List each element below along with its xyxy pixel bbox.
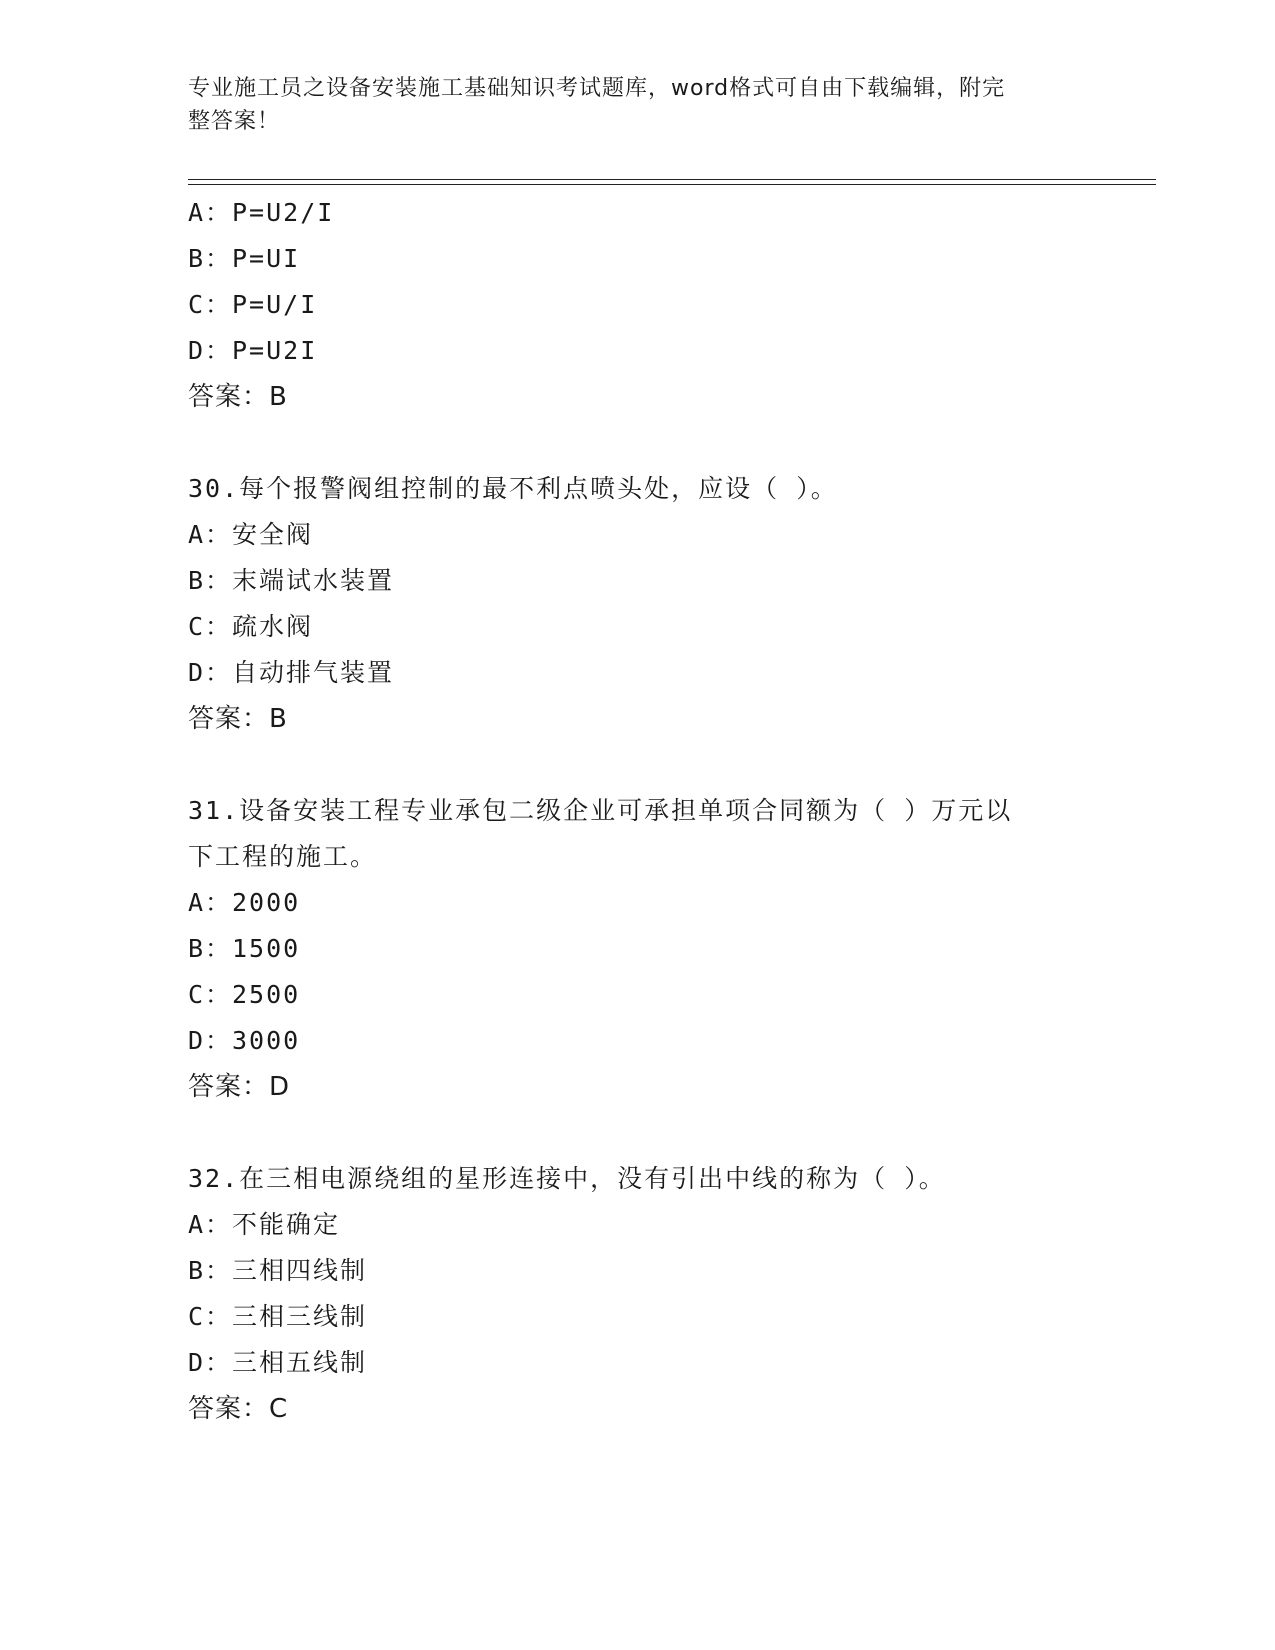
option-text: P=UI <box>232 244 301 273</box>
option-key: D： <box>188 1348 233 1377</box>
option-text: P=U2I <box>232 336 318 365</box>
option-key: D： <box>188 336 233 365</box>
question-block-29 <box>188 190 1088 420</box>
question-list <box>188 190 1088 1432</box>
question-block-32 <box>188 1156 1088 1432</box>
option-key: A： <box>188 888 233 917</box>
option-a <box>188 880 1088 926</box>
option-key: A： <box>188 520 233 549</box>
option-d <box>188 650 1088 696</box>
option-text: 不能确定 <box>232 1210 341 1239</box>
option-a <box>188 190 1088 236</box>
option-key: D： <box>188 1026 233 1055</box>
option-key: B： <box>188 566 233 595</box>
option-key: B： <box>188 1256 233 1285</box>
answer-line: 答案：B <box>188 382 288 412</box>
answer-line: 答案：C <box>188 1394 289 1424</box>
question-text-line-1: 31.设备安装工程专业承包二级企业可承担单项合同额为（ ）万元以 <box>188 796 1013 825</box>
question-block-30 <box>188 466 1088 742</box>
option-text: 三相三线制 <box>232 1302 368 1331</box>
question-block-31 <box>188 788 1088 1110</box>
option-b <box>188 236 1088 282</box>
option-key: C： <box>188 612 233 641</box>
document-header <box>188 72 1068 138</box>
header-line-1: 专业施工员之设备安装施工基础知识考试题库，word格式可自由下载编辑，附完 <box>188 76 1006 101</box>
option-c <box>188 604 1088 650</box>
option-text: 三相五线制 <box>232 1348 368 1377</box>
option-a <box>188 512 1088 558</box>
option-a <box>188 1202 1088 1248</box>
option-key: C： <box>188 1302 233 1331</box>
option-d <box>188 1340 1088 1386</box>
option-b <box>188 1248 1088 1294</box>
option-key: A： <box>188 198 233 227</box>
option-text: 2500 <box>232 980 301 1009</box>
header-divider-bottom <box>188 184 1156 185</box>
option-key: B： <box>188 934 233 963</box>
answer-line: 答案：B <box>188 704 288 734</box>
option-key: D： <box>188 658 233 687</box>
option-text: P=U2/I <box>232 198 335 227</box>
question-text: 32.在三相电源绕组的星形连接中，没有引出中线的称为（ ）。 <box>188 1164 946 1193</box>
question-text: 30.每个报警阀组控制的最不利点喷头处，应设（ ）。 <box>188 474 838 503</box>
option-key: B： <box>188 244 233 273</box>
option-text: 3000 <box>232 1026 301 1055</box>
option-text: 疏水阀 <box>232 612 314 641</box>
option-text: 1500 <box>232 934 301 963</box>
header-line-2: 整答案！ <box>188 109 281 134</box>
question-text-line-2: 下工程的施工。 <box>188 842 378 871</box>
option-d <box>188 328 1088 374</box>
option-d <box>188 1018 1088 1064</box>
option-key: C： <box>188 980 233 1009</box>
option-b <box>188 558 1088 604</box>
option-b <box>188 926 1088 972</box>
header-divider-top <box>188 179 1156 180</box>
option-text: 三相四线制 <box>232 1256 368 1285</box>
option-text: 末端试水装置 <box>232 566 395 595</box>
option-text: 安全阀 <box>232 520 314 549</box>
option-text: 自动排气装置 <box>232 658 395 687</box>
option-key: A： <box>188 1210 233 1239</box>
option-c <box>188 282 1088 328</box>
answer-line: 答案：D <box>188 1072 291 1102</box>
option-key: C： <box>188 290 233 319</box>
option-c <box>188 972 1088 1018</box>
option-text: 2000 <box>232 888 301 917</box>
option-c <box>188 1294 1088 1340</box>
option-text: P=U/I <box>232 290 318 319</box>
